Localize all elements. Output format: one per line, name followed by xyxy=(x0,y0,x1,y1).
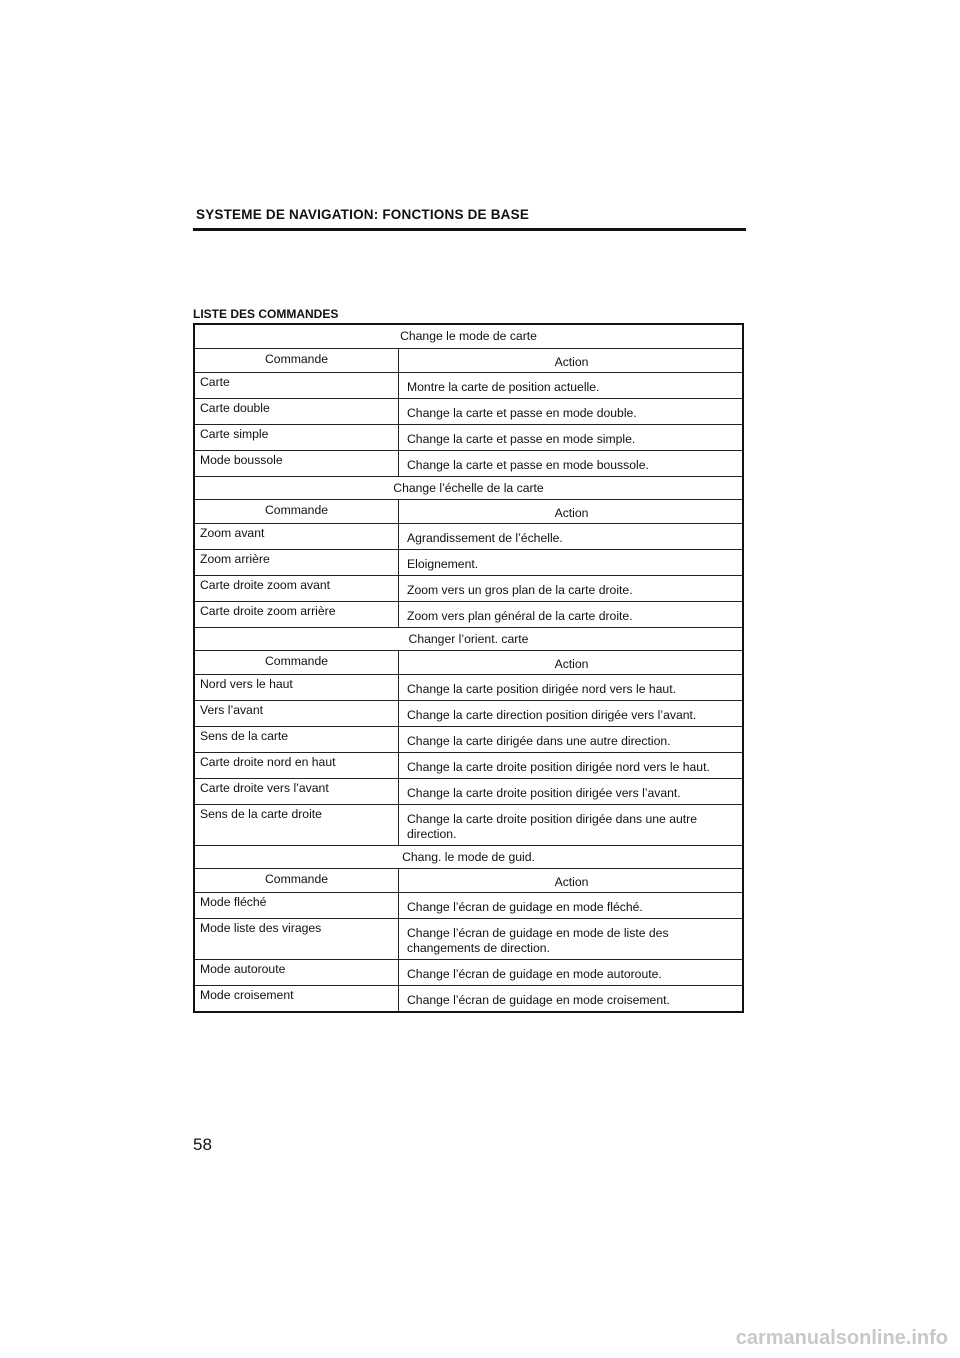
command-cell: Zoom arrière xyxy=(195,550,399,575)
table-row xyxy=(195,985,742,1011)
column-header-action: Action xyxy=(554,355,589,369)
table-row xyxy=(195,398,742,424)
group-title: Change l’échelle de la carte xyxy=(195,476,742,499)
action-cell: Change la carte et passe en mode simple. xyxy=(407,432,636,446)
command-cell: Sens de la carte droite xyxy=(195,805,399,845)
action-cell: Change la carte et passe en mode double. xyxy=(407,406,637,420)
table-row xyxy=(195,804,742,845)
command-cell: Vers l’avant xyxy=(195,701,399,726)
action-cell: Change la carte droite position dirigée vers l’avant. xyxy=(407,786,681,800)
command-cell: Zoom avant xyxy=(195,524,399,549)
command-cell: Mode fléché xyxy=(195,893,399,918)
table-row xyxy=(195,959,742,985)
table-row xyxy=(195,549,742,575)
table-row xyxy=(195,778,742,804)
watermark: carmanualsonline.info xyxy=(735,1327,948,1349)
table-row xyxy=(195,892,742,918)
command-group xyxy=(195,627,742,845)
action-cell: Eloignement. xyxy=(407,557,479,571)
table-row xyxy=(195,450,742,476)
table-row xyxy=(195,424,742,450)
command-cell: Carte simple xyxy=(195,425,399,450)
table-row xyxy=(195,523,742,549)
command-table xyxy=(193,323,744,1013)
table-row xyxy=(195,674,742,700)
table-header-row xyxy=(195,348,742,372)
column-header-command: Commande xyxy=(195,651,399,674)
action-cell: Change l’écran de guidage en mode autoroute. xyxy=(407,967,662,981)
command-cell: Mode boussole xyxy=(195,451,399,476)
command-cell: Carte droite nord en haut xyxy=(195,753,399,778)
command-group xyxy=(195,845,742,1011)
action-cell: Montre la carte de position actuelle. xyxy=(407,380,600,394)
command-cell: Carte droite zoom avant xyxy=(195,576,399,601)
command-group xyxy=(195,325,742,476)
column-header-action: Action xyxy=(554,875,589,889)
action-cell: Change la carte droite position dirigée dans une autre direction. xyxy=(407,812,697,841)
section-title: LISTE DES COMMANDES xyxy=(193,307,339,321)
command-cell: Sens de la carte xyxy=(195,727,399,752)
command-cell: Mode liste des virages xyxy=(195,919,399,959)
action-cell: Change la carte et passe en mode boussole. xyxy=(407,458,649,472)
group-title: Chang. le mode de guid. xyxy=(195,845,742,868)
column-header-command: Commande xyxy=(195,500,399,523)
column-header-command: Commande xyxy=(195,869,399,892)
command-cell: Carte xyxy=(195,373,399,398)
table-row xyxy=(195,575,742,601)
action-cell: Change la carte droite position dirigée nord vers le haut. xyxy=(407,760,710,774)
table-row xyxy=(195,372,742,398)
command-cell: Carte droite zoom arrière xyxy=(195,602,399,627)
action-cell: Agrandissement de l’échelle. xyxy=(407,531,563,545)
command-cell: Mode autoroute xyxy=(195,960,399,985)
action-cell: Change l’écran de guidage en mode fléché. xyxy=(407,900,643,914)
column-header-action: Action xyxy=(554,506,589,520)
action-cell: Zoom vers plan général de la carte droite. xyxy=(407,609,633,623)
command-cell: Carte double xyxy=(195,399,399,424)
action-cell: Change la carte dirigée dans une autre direction. xyxy=(407,734,671,748)
table-row xyxy=(195,700,742,726)
command-group xyxy=(195,476,742,627)
action-cell: Change la carte position dirigée nord vers le haut. xyxy=(407,682,676,696)
group-title: Changer l’orient. carte xyxy=(195,627,742,650)
action-cell: Zoom vers un gros plan de la carte droite. xyxy=(407,583,633,597)
table-row xyxy=(195,601,742,627)
command-cell: Mode croisement xyxy=(195,986,399,1011)
header-title: SYSTEME DE NAVIGATION: FONCTIONS DE BASE xyxy=(196,207,530,222)
action-cell: Change l’écran de guidage en mode de liste des changements de direction. xyxy=(407,926,669,955)
action-cell: Change la carte direction position dirigée vers l’avant. xyxy=(407,708,697,722)
action-cell: Change l’écran de guidage en mode croisement. xyxy=(407,993,670,1007)
command-cell: Carte droite vers l’avant xyxy=(195,779,399,804)
group-title: Change le mode de carte xyxy=(400,329,537,343)
table-row xyxy=(195,918,742,959)
column-header-command: Commande xyxy=(195,349,399,372)
page-number: 58 xyxy=(193,1135,212,1154)
table-row xyxy=(195,752,742,778)
column-header-action: Action xyxy=(554,657,589,671)
table-header-row xyxy=(195,868,742,892)
header-rule xyxy=(193,228,746,231)
table-header-row xyxy=(195,499,742,523)
table-header-row xyxy=(195,650,742,674)
table-row xyxy=(195,726,742,752)
command-cell: Nord vers le haut xyxy=(195,675,399,700)
